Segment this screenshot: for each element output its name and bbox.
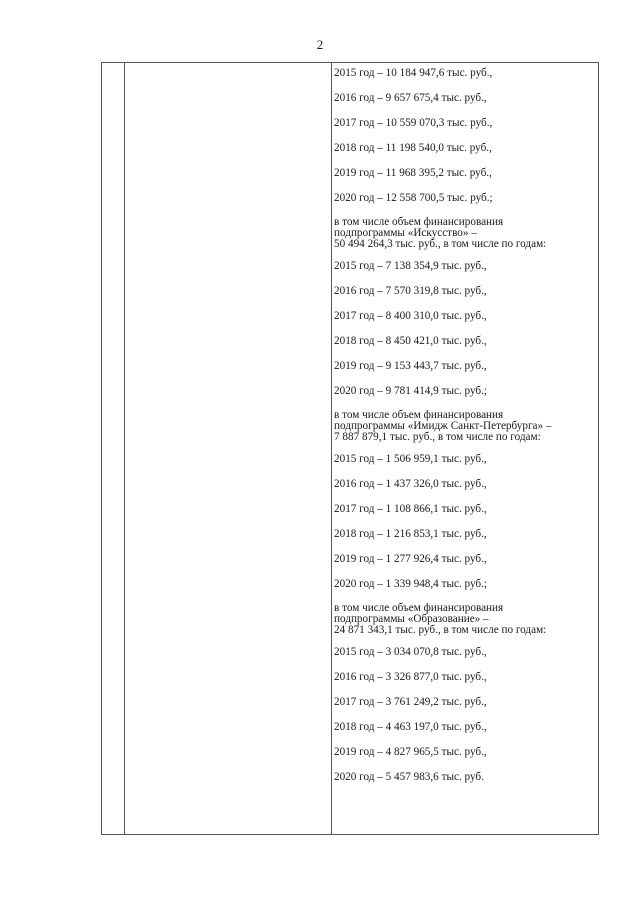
intro-line: 24 871 343,1 тыс. руб., в том числе по годам: (334, 624, 547, 636)
year-line: 2019 год – 11 968 395,2 тыс. руб., (334, 167, 492, 179)
year-line: 2018 год – 1 216 853,1 тыс. руб., (334, 528, 487, 540)
year-line: 2015 год – 3 034 070,8 тыс. руб., (334, 646, 487, 658)
year-line: 2017 год – 3 761 249,2 тыс. руб., (334, 696, 487, 708)
year-line: 2019 год – 1 277 926,4 тыс. руб., (334, 553, 487, 565)
year-line: 2020 год – 12 558 700,5 тыс. руб.; (334, 192, 493, 204)
subprogram-intro (334, 217, 598, 250)
intro-line: в том числе объем финансирования (334, 409, 504, 421)
year-line: 2017 год – 8 400 310,0 тыс. руб., (334, 310, 487, 322)
year-line: 2016 год – 7 570 319,8 тыс. руб., (334, 285, 487, 297)
subprogram-intro (334, 603, 598, 636)
financing-group-imidzh (334, 410, 598, 590)
intro-line: подпрограммы «Имидж Санкт-Петербурга» – (334, 420, 552, 432)
intro-line: 50 494 264,3 тыс. руб., в том числе по годам: (334, 238, 547, 250)
financing-table (101, 62, 599, 835)
intro-line: 7 887 879,1 тыс. руб., в том числе по годам: (334, 431, 541, 443)
financing-group-iskusstvo (334, 217, 598, 397)
financing-group-total (334, 67, 598, 204)
year-line: 2017 год – 10 559 070,3 тыс. руб., (334, 117, 493, 129)
year-line: 2018 год – 11 198 540,0 тыс. руб., (334, 142, 492, 154)
year-line: 2017 год – 1 108 866,1 тыс. руб., (334, 503, 487, 515)
year-line: 2016 год – 9 657 675,4 тыс. руб., (334, 92, 487, 104)
year-line: 2015 год – 10 184 947,6 тыс. руб., (334, 67, 493, 79)
year-line: 2018 год – 4 463 197,0 тыс. руб., (334, 721, 487, 733)
intro-line: подпрограммы «Образование» – (334, 613, 489, 625)
intro-line: подпрограммы «Искусство» – (334, 227, 477, 239)
year-line: 2018 год – 8 450 421,0 тыс. руб., (334, 335, 487, 347)
year-line: 2020 год – 1 339 948,4 тыс. руб.; (334, 578, 488, 590)
financing-group-obrazovanie (334, 603, 598, 783)
year-line: 2019 год – 9 153 443,7 тыс. руб., (334, 360, 487, 372)
year-line: 2015 год – 7 138 354,9 тыс. руб., (334, 260, 487, 272)
page-number: 2 (316, 37, 324, 52)
year-line: 2015 год – 1 506 959,1 тыс. руб., (334, 453, 487, 465)
year-line: 2019 год – 4 827 965,5 тыс. руб., (334, 746, 487, 758)
year-line: 2016 год – 1 437 326,0 тыс. руб., (334, 478, 487, 490)
subprogram-intro (334, 410, 598, 443)
year-line: 2020 год – 5 457 983,6 тыс. руб. (334, 771, 484, 783)
column-divider-1 (124, 63, 125, 834)
intro-line: в том числе объем финансирования (334, 216, 504, 228)
intro-line: в том числе объем финансирования (334, 602, 504, 614)
year-line: 2020 год – 9 781 414,9 тыс. руб.; (334, 385, 488, 397)
financing-details-column (332, 63, 598, 796)
year-line: 2016 год – 3 326 877,0 тыс. руб., (334, 671, 487, 683)
